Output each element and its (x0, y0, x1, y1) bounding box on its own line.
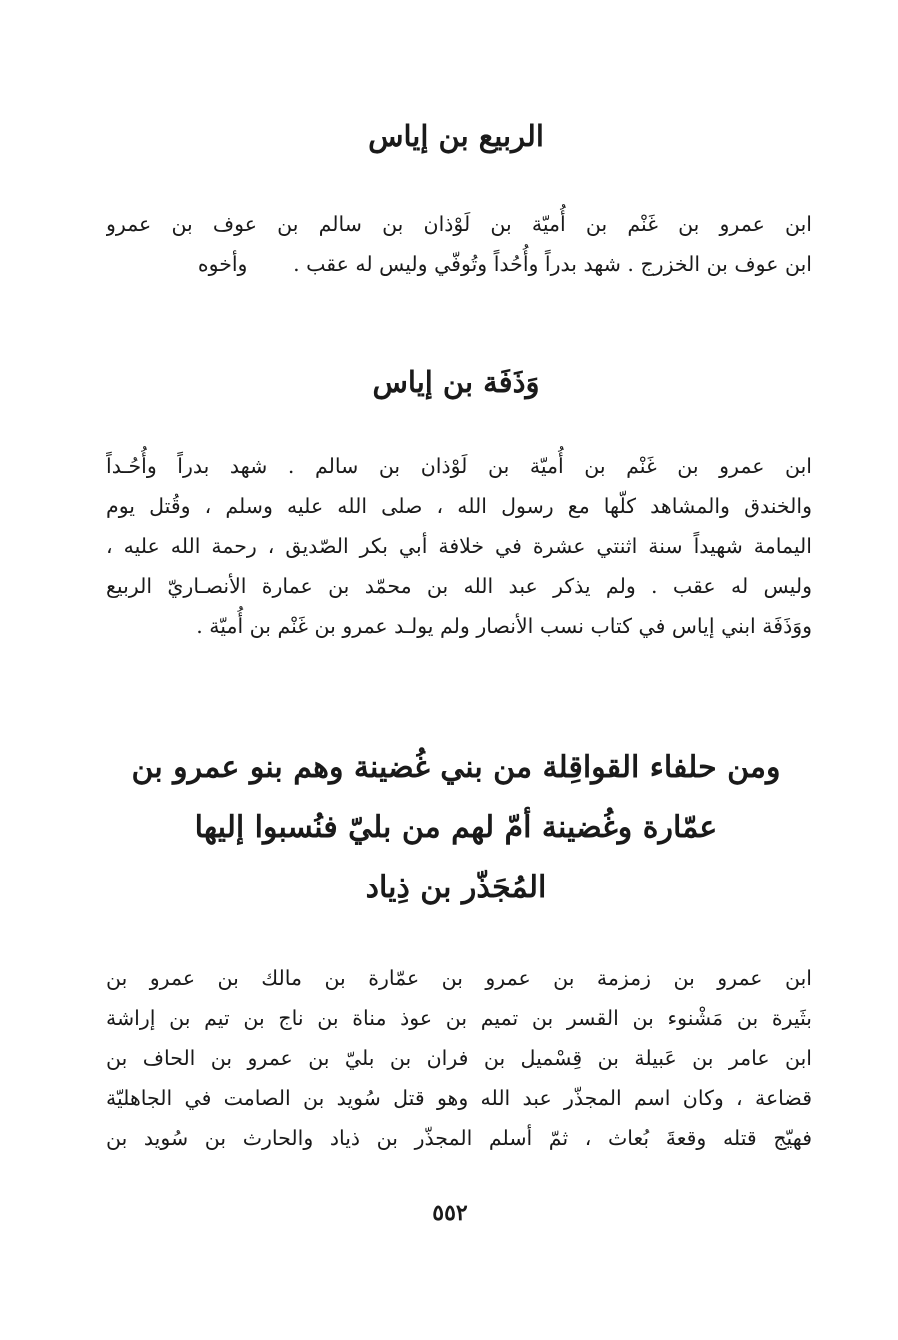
paragraph-wadhafa (106, 446, 812, 646)
section-heading-line: ومن حلفاء القواقِلة من بني غُضينة وهم بنو عمرو بن (131, 750, 781, 785)
section-title-mujadhdhar: المُجَذّر بن ذِياد (365, 870, 547, 905)
text-line: قضاعة ، وكان اسم المجذّر عبد الله وهو قتل سُويد بن الصامت في الجاهليّة (106, 1086, 812, 1110)
text-line: اليمامة شهيداً سنة اثنتي عشرة في خلافة أبي بكر الصّديق ، رحمة الله عليه ، (106, 534, 812, 558)
text-line: ابن عمرو بن غَنْم بن أُميّة بن لَوْذان بن سالم بن عوف بن عمرو (106, 212, 812, 236)
text-line: ووَذَفَة ابني إياس في كتاب نسب الأنصار ولم يولـد عمرو بن غَنْم بن أُميّة . (196, 614, 812, 638)
text-line: ابن عمرو بن زمزمة بن عمرو بن عمّارة بن مالك بن عمرو بن (106, 966, 812, 990)
text-line: بثَيرة بن مَشْنوء بن القسر بن تميم بن عوذ مناة بن ناج بن تيم بن إراشة (106, 1006, 812, 1030)
paragraph-rabi (106, 204, 812, 284)
section-title-rabi: الربيع بن إياس (368, 119, 544, 153)
section-heading-line: عمّارة وغُضينة أمّ لهم من بليّ فنُسبوا إليها (194, 810, 718, 845)
text-line: ابن عمرو بن غَنْم بن أُميّة بن لَوْذان بن سالم . شهد بدراً وأُحُـداً (106, 454, 812, 478)
section-title-wadhafa: وَذَفَة بن إياس (372, 365, 540, 399)
text-line: والخندق والمشاهد كلّها مع رسول الله ، صلى الله عليه وسلم ، وقُتل يوم (106, 494, 812, 518)
text-line: وليس له عقب . ولم يذكر عبد الله بن محمّد بن عمارة الأنصـاريّ الربيع (106, 574, 812, 598)
text-line: ابن عوف بن الخزرج . شهد بدراً وأُحُداً وتُوفّي وليس له عقب . وأخوه (197, 252, 812, 276)
text-line: فهيّج قتله وقعةَ بُعاث ، ثمّ أسلم المجذّر بن ذياد والحارث بن سُويد بن (106, 1126, 812, 1150)
text-line: ابن عامر بن عَبيلة بن قِسْميل بن فران بن بليّ بن عمرو بن الحاف بن (106, 1046, 812, 1070)
paragraph-mujadhdhar (106, 958, 812, 1158)
page-number: ٥٥٢ (432, 1200, 468, 1226)
